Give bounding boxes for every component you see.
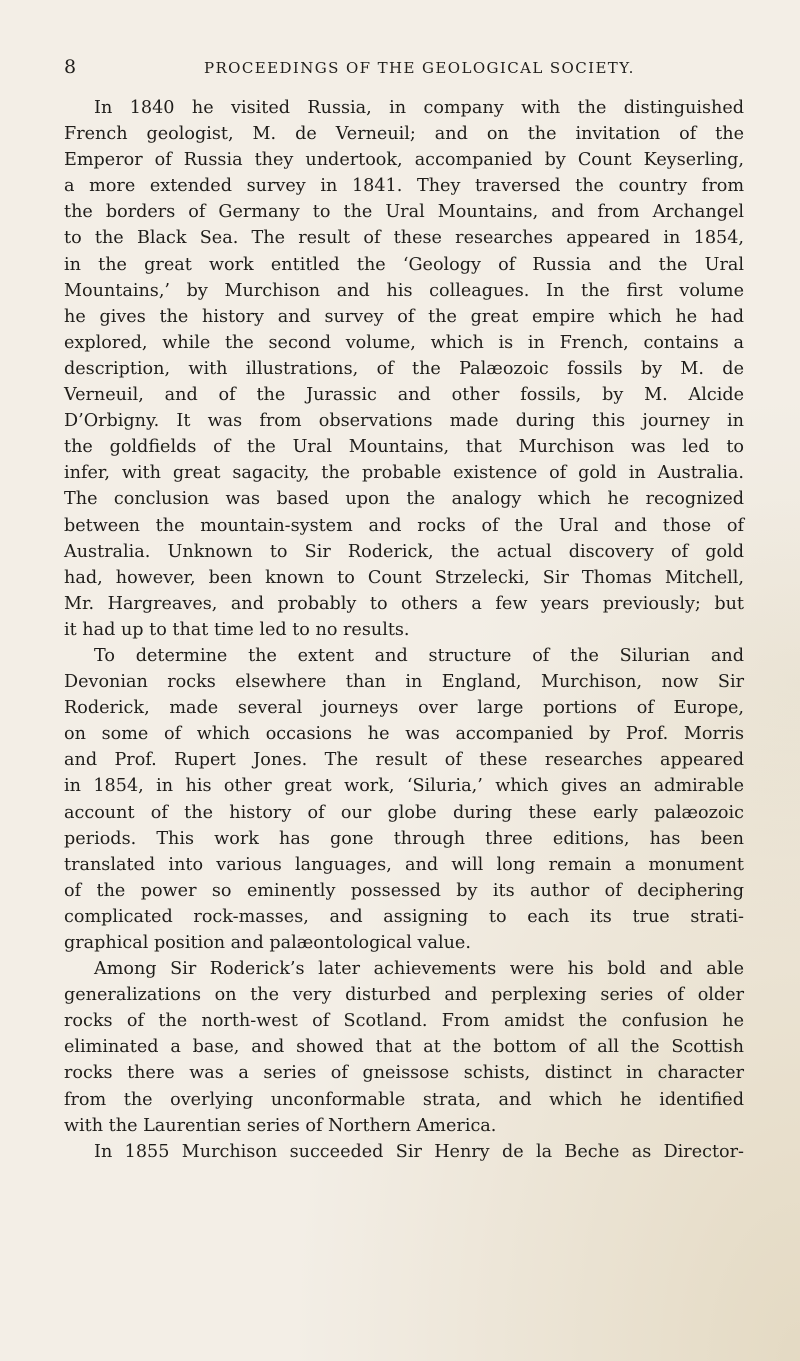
text-line: complicated rock-masses, and assigning to each its true strati- (64, 906, 744, 927)
text-line: periods. This work has gone through three editions, has been (64, 828, 744, 849)
text-line: rocks of the north-west of Scotland. From amidst the confusion he (64, 1011, 744, 1032)
body-text (64, 95, 744, 1165)
text-line: he gives the history and survey of the great empire which he had (64, 306, 744, 327)
text-line: Emperor of Russia they undertook, accompanied by Count Keyserling, (64, 150, 744, 171)
text-line: had, however, been known to Count Strzelecki, Sir Thomas Mitchell, (64, 567, 744, 588)
text-line: in 1854, in his other great work, ‘Siluria,’ which gives an admirable (64, 776, 744, 797)
text-line: between the mountain-system and rocks of the Ural and those of (64, 515, 744, 536)
text-line: the borders of Germany to the Ural Mountains, and from Archangel (64, 202, 744, 223)
text-line: infer, with great sagacity, the probable existence of gold in Australia. (64, 463, 744, 484)
text-line: to the Black Sea. The result of these researches appeared in 1854, (64, 228, 744, 249)
page-header (64, 56, 744, 82)
text-line: generalizations on the very disturbed and perplexing series of older (64, 985, 744, 1006)
text-line: Verneuil, and of the Jurassic and other fossils, by M. Alcide (64, 385, 744, 406)
text-line: graphical position and palæontological value. (64, 933, 471, 953)
text-line: In 1840 he visited Russia, in company with the distinguished (94, 98, 744, 118)
text-line: The conclusion was based upon the analogy which he recognized (64, 489, 744, 510)
text-line: explored, while the second volume, which is in French, contains a (64, 332, 744, 353)
text-line: D’Orbigny. It was from observations made during this journey in (64, 411, 744, 432)
text-line: Devonian rocks elsewhere than in England, Murchison, now Sir (64, 672, 744, 693)
text-line: Mr. Hargreaves, and probably to others a few years previously; but (64, 593, 744, 614)
text-line: account of the history of our globe during these early palæozoic (64, 802, 744, 823)
text-line: it had up to that time led to no results. (64, 619, 410, 640)
text-line: Australia. Unknown to Sir Roderick, the actual discovery of gold (64, 541, 744, 562)
text-line: of the power so eminently possessed by its author of deciphering (64, 880, 744, 901)
text-line: rocks there was a series of gneissose schists, distinct in character (64, 1063, 744, 1084)
text-line: To determine the extent and structure of the Silurian and (94, 645, 744, 666)
text-line: in the great work entitled the ‘Geology of Russia and the Ural (64, 254, 744, 275)
text-line: eliminated a base, and showed that at the bottom of all the Scottish (64, 1037, 744, 1058)
running-head: PROCEEDINGS OF THE GEOLOGICAL SOCIETY. (204, 59, 635, 77)
text-line: from the overlying unconformable strata, and which he identified (64, 1089, 744, 1110)
page-number: 8 (64, 56, 77, 78)
text-line: a more extended survey in 1841. They traversed the country from (64, 176, 744, 197)
text-line: and Prof. Rupert Jones. The result of these researches appeared (64, 750, 744, 771)
text-line: Among Sir Roderick’s later achievements were his bold and able (94, 959, 744, 980)
text-line: In 1855 Murchison succeeded Sir Henry de la Beche as Director- (94, 1141, 744, 1162)
text-line: with the Laurentian series of Northern America. (64, 1115, 497, 1136)
text-line: description, with illustrations, of the Palæozoic fossils by M. de (64, 358, 744, 379)
text-line: the goldfields of the Ural Mountains, that Murchison was led to (64, 437, 744, 458)
text-line: Mountains,’ by Murchison and his colleagues. In the first volume (64, 280, 744, 301)
text-line: Roderick, made several journeys over large portions of Europe, (64, 698, 744, 719)
text-line: translated into various languages, and will long remain a monument (64, 854, 744, 875)
text-line: on some of which occasions he was accompanied by Prof. Morris (64, 724, 744, 745)
text-line: French geologist, M. de Verneuil; and on the invitation of the (64, 124, 744, 145)
